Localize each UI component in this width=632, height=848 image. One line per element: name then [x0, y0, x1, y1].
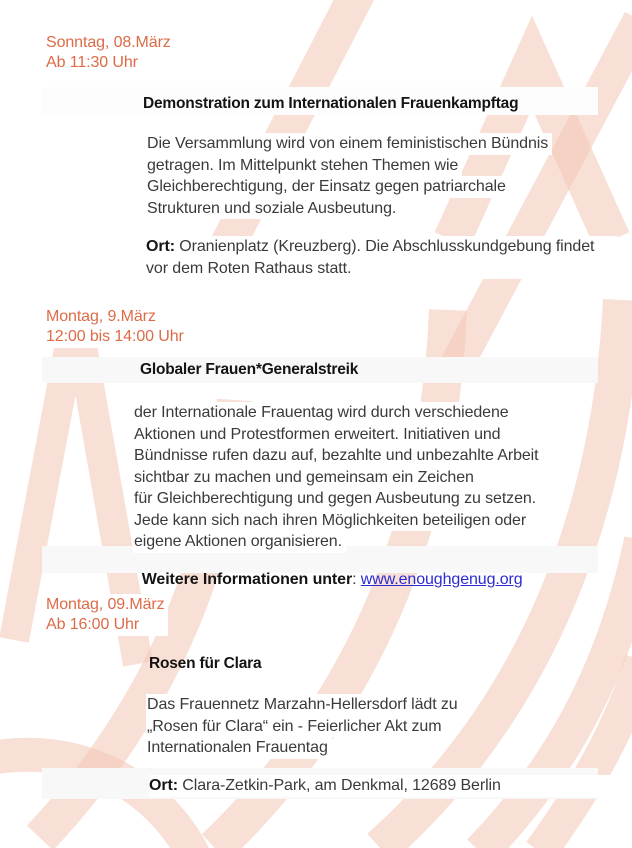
event-time: 12:00 bis 14:00 Uhr	[46, 328, 184, 345]
event-2-description	[133, 402, 542, 553]
event-2-title: Globaler Frauen*Generalstreik	[140, 361, 359, 378]
event-date: Montag, 09.März	[46, 596, 165, 613]
info-label: Weitere Informationen unter	[141, 571, 353, 588]
event-time: Ab 16:00 Uhr	[46, 616, 140, 633]
website-link[interactable]: www.enoughgenug.org	[360, 571, 523, 588]
location-label: Ort:	[146, 238, 175, 255]
event-2-more-info	[133, 548, 523, 590]
text-line: der Internationale Frauentag wird durch verschiedene	[133, 402, 513, 424]
event-1-title: Demonstration zum Internationalen Frauenkampftag	[143, 95, 519, 112]
event-3-title: Rosen für Clara	[149, 655, 262, 672]
event-2-datetime	[46, 306, 187, 348]
event-1-datetime	[46, 32, 174, 74]
info-separator: :	[352, 571, 361, 588]
location-label: Ort:	[149, 777, 178, 794]
text-line: getragen. Im Mittelpunkt stehen Themen wie	[146, 155, 462, 177]
text-line: Bündnisse rufen dazu auf, bezahlte und unbezahlte Arbeit	[133, 445, 542, 467]
text-line: sichtbar zu machen und gemeinsam ein Zeichen	[133, 467, 478, 489]
text-line: „Rosen für Clara“ ein - Feierlicher Akt zum	[146, 716, 445, 738]
text-line: Das Frauennetz Marzahn-Hellersdorf lädt zu	[146, 694, 462, 716]
event-1-description	[146, 133, 552, 219]
text-line: Gleichberechtigung, der Einsatz gegen patriarchale	[146, 176, 510, 198]
event-3-datetime	[46, 594, 168, 636]
event-time: Ab 11:30 Uhr	[46, 54, 138, 71]
text-line: Die Versammlung wird von einem feministischen Bündnis	[146, 133, 552, 155]
text-line: für Gleichberechtigung und gegen Ausbeutung zu setzen.	[133, 488, 540, 510]
event-date: Montag, 9.März	[46, 308, 156, 325]
text-line: eigene Aktionen organisieren.	[133, 531, 346, 553]
location-text: Oranienplatz (Kreuzberg). Die Abschlusskundgebung findet vor dem Roten Rathaus statt.	[146, 238, 595, 277]
event-1-location	[146, 236, 618, 279]
text-line: Aktionen und Protestformen erweitert. Initiativen und	[133, 424, 504, 446]
text-line: Internationalen Frauentag	[146, 737, 332, 759]
text-line: Jede kann sich nach ihren Möglichkeiten beteiligen oder	[133, 510, 530, 532]
location-text: Clara-Zetkin-Park, am Denkmal, 12689 Berlin	[177, 777, 501, 794]
event-date: Sonntag, 08.März	[46, 34, 171, 51]
event-3-location	[149, 775, 621, 797]
event-3-description	[146, 694, 462, 759]
text-line: Strukturen und soziale Ausbeutung.	[146, 198, 400, 220]
